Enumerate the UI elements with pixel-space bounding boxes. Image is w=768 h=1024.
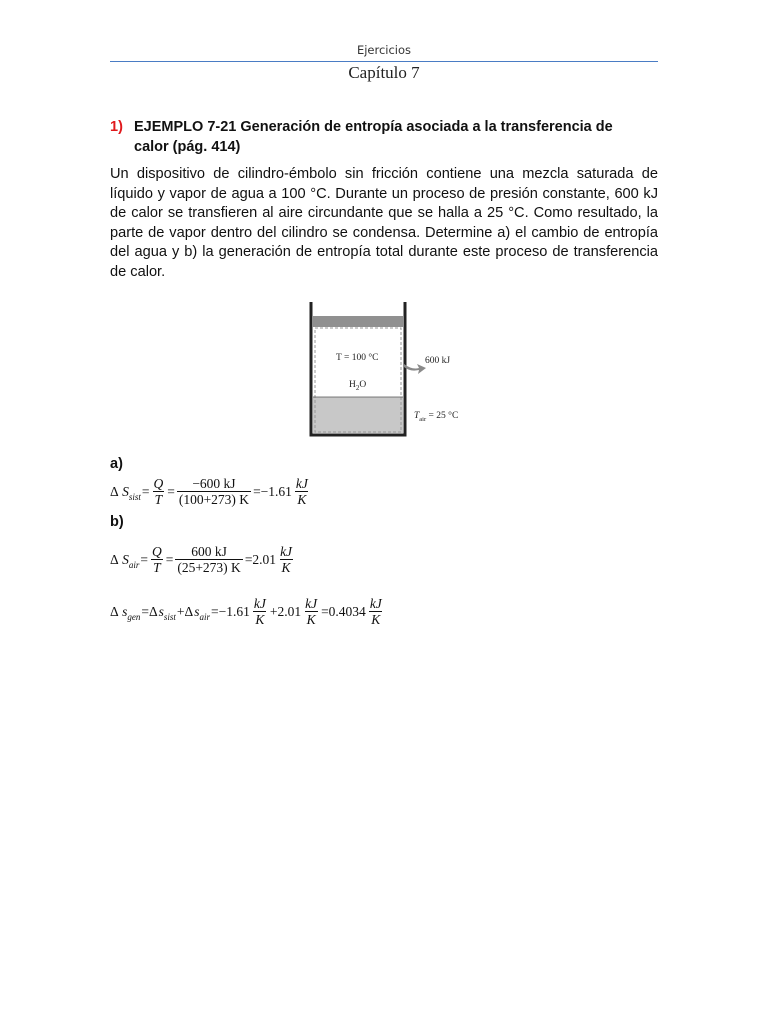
- part-a-label: a): [110, 456, 123, 472]
- denominator: (25+273) K: [177, 560, 241, 575]
- q-over-t: [151, 476, 165, 508]
- value-fraction: [175, 544, 242, 576]
- fluid-label: $H_2O$: [349, 380, 367, 392]
- exercise-statement: Un dispositivo de cilindro-émbolo sin fricción contiene una mezcla saturada de líquido y vapor de agua a 100 °C. Durante un proceso de presión constante, 600 kJ de calor se transfieren al aire circundante que se halla a 25 °C. Como resultado, la parte de vapor dentro del cilindro se condensa. Determine a) el cambio de entropía del agua y b) la generación de entropía total durante este proceso de transferencia de calor.: [110, 166, 658, 280]
- unit-fraction: [252, 596, 268, 628]
- result: =0.4034: [321, 604, 366, 619]
- entropy-symbol: s: [122, 604, 128, 619]
- unit-fraction: [294, 476, 310, 508]
- denominator: K: [306, 612, 316, 627]
- equals: =: [141, 484, 150, 499]
- subscript: sist: [128, 492, 141, 502]
- unit-fraction: [278, 544, 294, 576]
- equals: =: [165, 552, 174, 567]
- equals: =: [140, 552, 148, 567]
- subscript: air: [199, 612, 210, 622]
- entropy-symbol: s: [158, 604, 164, 619]
- numerator: −600 kJ: [192, 476, 236, 491]
- heat-label: 600 kJ: [425, 356, 451, 366]
- denominator: K: [297, 492, 307, 507]
- entropy-symbol: S: [122, 484, 129, 499]
- delta-symbol: Δ: [110, 552, 119, 567]
- plus: +Δ: [176, 604, 194, 619]
- piston-cylinder-figure: [296, 300, 486, 440]
- part-b-label: b): [110, 514, 124, 530]
- value: =−1.61: [210, 604, 250, 619]
- entropy-symbol: s: [194, 604, 200, 619]
- value-fraction: [177, 476, 251, 508]
- equation-b: [110, 544, 295, 576]
- denominator: T: [154, 492, 163, 507]
- exercise-title-line2: calor (pág. 414): [134, 139, 241, 155]
- delta-symbol: Δ: [110, 484, 119, 499]
- denominator: K: [281, 560, 291, 575]
- equals: =: [167, 484, 175, 499]
- denominator: T: [153, 560, 161, 575]
- water-region: [313, 397, 403, 433]
- numerator: kJ: [305, 596, 318, 611]
- numerator: 600 kJ: [191, 544, 227, 559]
- subscript: sist: [163, 612, 176, 622]
- unit-fraction: [368, 596, 384, 628]
- result: =2.01: [244, 552, 277, 567]
- chapter-title: Capítulo 7: [348, 63, 420, 82]
- subscript: air: [128, 560, 140, 570]
- denominator: K: [255, 612, 265, 627]
- denominator: K: [371, 612, 381, 627]
- exercise-number: 1): [110, 119, 123, 135]
- unit-fraction: [303, 596, 319, 628]
- numerator: Q: [153, 476, 164, 491]
- exercise-title-line1: EJEMPLO 7-21 Generación de entropía asociada a la transferencia de: [134, 119, 613, 135]
- numerator: kJ: [295, 476, 308, 491]
- numerator: kJ: [280, 544, 293, 559]
- numerator: kJ: [369, 596, 382, 611]
- value: +2.01: [269, 604, 302, 619]
- running-header: Ejercicios: [356, 43, 412, 57]
- equation-total: [110, 596, 385, 628]
- numerator: Q: [151, 544, 162, 559]
- equation-a: [110, 476, 311, 508]
- temperature-label: T = 100 °C: [336, 353, 379, 363]
- q-over-t: [150, 544, 164, 576]
- header-rule: [110, 61, 658, 62]
- exercise-title: [110, 117, 658, 157]
- subscript: gen: [127, 612, 141, 622]
- result: =−1.61: [253, 484, 292, 499]
- denominator: (100+273) K: [178, 492, 250, 507]
- delta-symbol: Δ: [110, 604, 119, 619]
- piston: [313, 316, 403, 327]
- heat-arrow: [404, 364, 426, 374]
- entropy-symbol: S: [122, 552, 129, 567]
- numerator: kJ: [253, 596, 266, 611]
- air-temperature-label: $T_{air} = 25$ °C: [414, 411, 459, 423]
- equals: =Δ: [141, 604, 158, 619]
